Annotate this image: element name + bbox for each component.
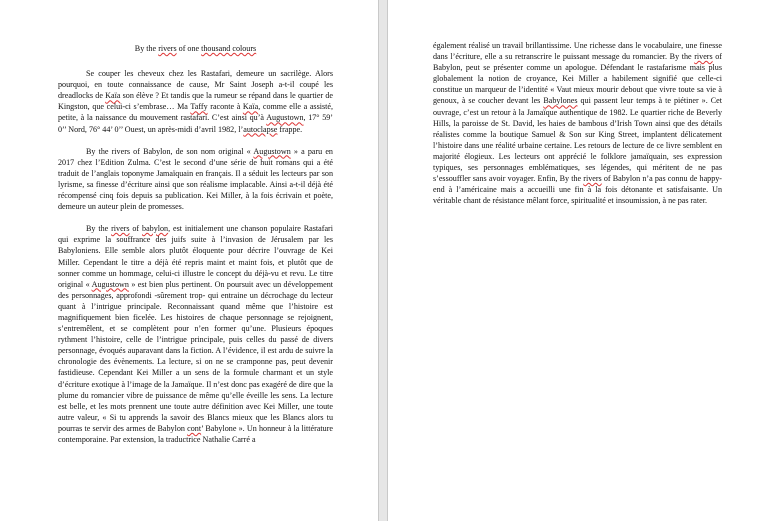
title-text: of one xyxy=(176,44,202,53)
title-text-flagged: thousand colours xyxy=(201,44,257,53)
spell-flagged-word: babylon xyxy=(142,224,169,234)
title-text: By the xyxy=(134,44,159,53)
document-title xyxy=(58,43,333,54)
body-paragraph-2: By the rivers of Babylon, de son nom original « Augustown » a paru en 2017 chez l’Edition Zulma. C’est le second d’une série de huit romans qui a été traduit de l’anglais toponyme Jamaïquain en français. Il a séduit les lecteurs par son lyrisme, sa finesse d’écriture ainsi que son réalisme implacable. Ainsi a-t-il déjà été récompensé cinq fois depuis sa publication. Kei Miller, à la fois écrivain et poète, demeure un auteur plein de promesses. xyxy=(58,146,333,212)
body-paragraph-3: By the rivers of babylon, est initialement une chanson populaire Rastafari qui exprime la souffrance des juifs suite à l’invasion de Jérusalem par les Babyloniens. Elle semble alors plutôt éloquente pour décrire l’ouvrage de Kei Miller. Cependant le titre a déjà été repris maint et maint fois, et plutôt que de sonner comme un hommage, celui-ci illustre le concept du déjà-vu et revu. Le titre original « Augustown » est bien plus pertinent. On poursuit avec un développement des personnages, approfondi -sûrement trop- qui entraine un décrochage du lecteur quant à l’intrigue principale. Reconnaissant quand même que l’histoire est magnifiquement bien ficelée. Les histoires de chaque personnage se rejoignent, s’entremêlent, et se complètent pour n’en former qu’une. Plusieurs époques rythment l’histoire, celle de l’intrigue principale, puis celles du passé de divers personnage, évoqués auparavant dans la fiction. A l’évidence, il est ardu de suivre la chronologie des évènements. La lecture, si on ne se cramponne pas, peut devenir fastidieuse. Cependant Kei Miller a un sens de la formule charmant et un style d’écriture exotique à l’image de la Jamaïque. Il n’est donc pas exagéré de dire que la plume du romancier vibre de puissance de même qu’elle éveille les sens. La lecture est belle, et les mots prennent une toute autre définition avec Kei Miller, une toute autre valeur, « Si tu apprends la savoir des Blancs mieux que les Blancs alors tu pourras te servir des armes de Babylon cont’ Babylone ». Un honneur à la littérature contemporaine. Par extension, la traductrice Nathalie Carré a xyxy=(58,224,334,444)
spell-flagged-word: Augustown xyxy=(253,146,291,156)
spell-flagged-word: Kaïa xyxy=(242,102,259,112)
spell-flagged-word: autoclapse xyxy=(243,124,278,134)
spell-flagged-word: Kaïa xyxy=(105,91,121,101)
spell-flagged-word: Babylones xyxy=(543,96,578,106)
spell-flagged-word: cont xyxy=(187,423,202,433)
document-page-right xyxy=(388,0,768,521)
spell-flagged-word: rivers xyxy=(111,224,130,234)
spell-flagged-word: Augustown xyxy=(91,279,129,289)
spell-flagged-word: rivers xyxy=(583,174,602,184)
spell-flagged-word: Augustown xyxy=(266,113,304,123)
body-paragraph-4: également réalisé un travail brillantissime. Une richesse dans le vocabulaire, une finesse dans l’écriture, elle a su retranscrire le puissant message du romancier. By the rivers of Babylon, peut se présenter comme un apologue. Défendant le rastafarisme mais plus globalement la notion de croyance, Kei Miller a habilement signifié que celle-ci constitue un marqueur de l’identité « Vaut mieux mourir debout que vivre toute sa vie à genoux, à se coucher devant les Babylones qui passent leur temps à te piétiner ». Cet ouvrage, c’est un retour à la Jamaïque authentique de 1982. Le quartier riche de Beverly Hills, la paroisse de St. David, les haies de bambous d’Irish Town ainsi que des détails réalistes comme la boutique Samuel & Son sur King Street, implantent délicatement l’histoire dans une réalité urbaine certaine. Les retours de lecture de ce livre semblent en majorité élogieux. Les lecteurs ont apprécié le folklore jamaïquain, ses expression typiques, ses personnages emblématiques, ses légendes, qui méritent de ne pas s’essouffler sans avoir voyager. Enfin, By the rivers of Babylon n’a pas connu de happy-end à l’américaine mais a accueilli une fin à la fois détonante et satisfaisante. Un véritable chant de résistance mêlant force, spiritualité et insoumission, à ne pas rater. xyxy=(433,41,722,206)
spell-flagged-word: rivers xyxy=(694,52,713,62)
body-paragraph-1: Se couper les cheveux chez les Rastafari, demeure un sacrilège. Alors pourquoi, en toute connaissance de cause, Mr Saint Joseph a-t-il coupé les dreadlocks de Kaïa son élève ? Et tandis que la rumeur se répand dans le quartier de Kingston, que celui-ci s’embrase… Ma Taffy raconte à Kaïa, comme elle a assisté, petite, à la naissance du mouvement rastafari. C’est ainsi qu’à Augustown, 17° 59’ 0’’ Nord, 76° 44’ 0’’ Ouest, un après-midi d’avril 1982, l’autoclapse frappe. xyxy=(58,69,333,134)
title-text-flagged: rivers xyxy=(158,44,177,53)
page-gap-left-edge xyxy=(378,0,379,521)
document-page-left xyxy=(0,0,378,521)
spell-flagged-word: Taffy xyxy=(190,102,208,112)
